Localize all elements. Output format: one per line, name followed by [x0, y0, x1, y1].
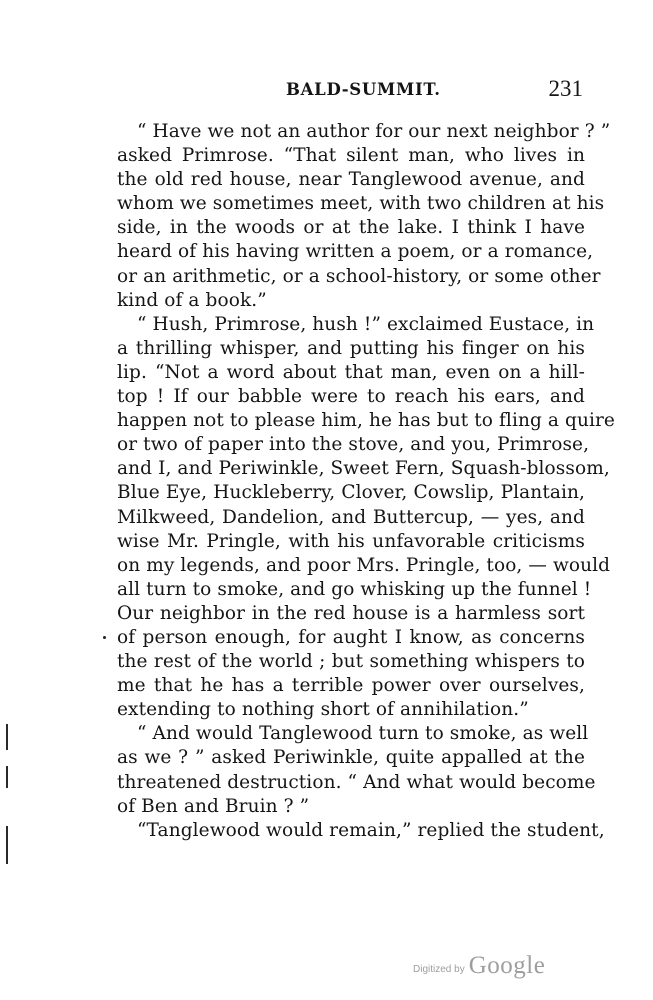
text-line: lip. “Not a word about that man, even on a hill-: [117, 361, 585, 383]
text-line: me that he has a terrible power over ourselves,: [117, 675, 585, 697]
watermark-prefix: Digitized by: [413, 964, 465, 975]
body-text: [117, 120, 615, 843]
text-line: or two of paper into the stove, and you, Primrose,: [117, 434, 590, 456]
text-line: on my legends, and poor Mrs. Pringle, too, — would: [117, 554, 611, 576]
page-number: 231: [548, 76, 583, 101]
text-line: all turn to smoke, and go whisking up the funnel !: [117, 578, 592, 600]
text-line: whom we sometimes meet, with two children at his: [117, 193, 605, 215]
margin-dot: [103, 636, 106, 639]
text-line: and I, and Periwinkle, Sweet Fern, Squash-blossom,: [117, 458, 610, 480]
text-line: wise Mr. Pringle, with his unfavorable criticisms: [117, 530, 585, 552]
text-line: side, in the woods or at the lake. I think I have: [117, 217, 585, 239]
text-line: the rest of the world ; but something whispers to: [117, 651, 585, 673]
text-line: of person enough, for aught I know, as concerns: [117, 626, 585, 648]
margin-mark: [6, 724, 8, 750]
text-line: top ! If our babble were to reach his ears, and: [117, 386, 585, 408]
text-line: the old red house, near Tanglewood avenue, and: [117, 169, 585, 191]
digitized-watermark: [413, 950, 545, 980]
text-line: “ Have we not an author for our next neighbor ? ”: [137, 121, 611, 142]
text-line: extending to nothing short of annihilation.”: [117, 699, 529, 721]
text-line: heard of his having written a poem, or a romance,: [117, 241, 594, 263]
text-line: of Ben and Bruin ? ”: [117, 795, 310, 817]
text-line: kind of a book.”: [117, 289, 267, 311]
text-line: “ Hush, Primrose, hush !” exclaimed Eustace, in: [137, 313, 595, 335]
google-logo: Google: [468, 952, 546, 979]
margin-mark: [6, 766, 8, 788]
text-line: threatened destruction. “ And what would become: [117, 771, 596, 793]
margin-mark: [6, 826, 8, 864]
text-line: asked Primrose. “That silent man, who lives in: [117, 145, 585, 167]
text-line: Our neighbor in the red house is a harmless sort: [117, 602, 585, 624]
text-line: a thrilling whisper, and putting his finger on his: [117, 337, 585, 359]
page-header: [117, 76, 585, 104]
text-line: Milkweed, Dandelion, and Buttercup, — yes, and: [117, 506, 585, 528]
text-line: “ And would Tanglewood turn to smoke, as well: [137, 723, 589, 745]
text-line: as we ? ” asked Periwinkle, quite appalled at the: [117, 747, 585, 769]
running-head: BALD-SUMMIT.: [286, 80, 441, 99]
text-line: “Tanglewood would remain,” replied the student,: [137, 819, 605, 841]
text-line: happen not to please him, he has but to fling a quire: [117, 410, 615, 432]
text-line: or an arithmetic, or a school-history, or some other: [117, 265, 601, 287]
text-line: Blue Eye, Huckleberry, Clover, Cowslip, Plantain,: [117, 482, 585, 504]
